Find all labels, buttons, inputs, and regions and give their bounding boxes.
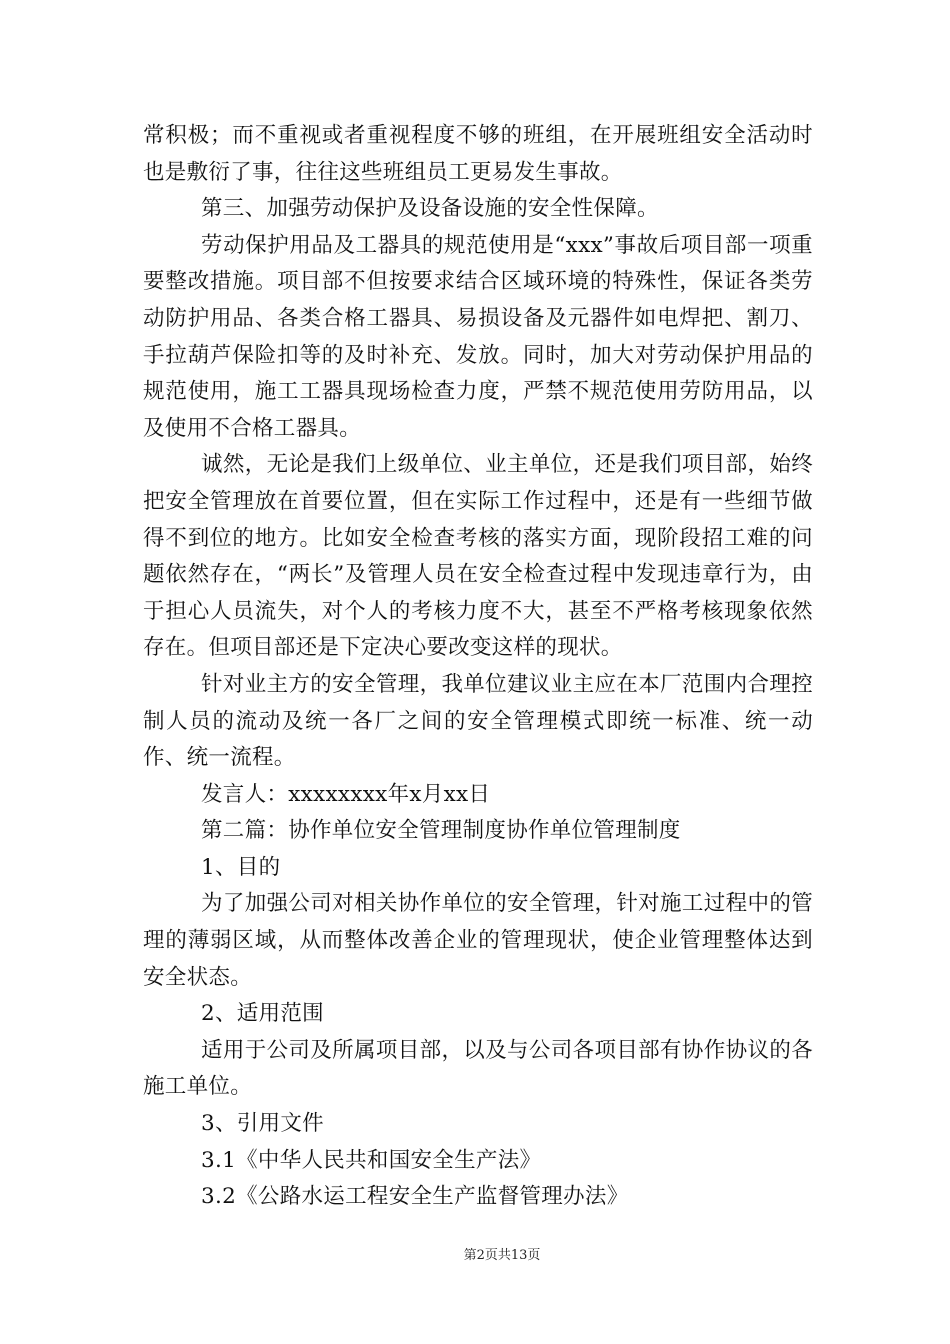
reference-item-1: 3.1《中华人民共和国安全生产法》 — [201, 1147, 542, 1173]
page-number-label: 第2页共13页 — [463, 1248, 541, 1263]
heading-scope: 2、适用范围 — [201, 1001, 324, 1027]
page-footer — [0, 1244, 950, 1263]
paragraph-owner-suggestion: 针对业主方的安全管理，我单位建议业主应在本厂范围内合理控制人员的流动及统一各厂之间的安全管理模式即统一标准、统一动作、统一流程。 — [143, 671, 813, 771]
paragraph-continuation: 常积极；而不重视或者重视程度不够的班组，在开展班组安全活动时也是敷衍了事，往往这些班组员工更易发生事故。 — [143, 123, 813, 185]
paragraph-speaker-date: 发言人：xxxxxxxx年x月xx日 — [201, 781, 491, 807]
heading-references: 3、引用文件 — [201, 1111, 324, 1137]
paragraph-scope: 适用于公司及所属项目部，以及与公司各项目部有协作协议的各施工单位。 — [143, 1037, 813, 1100]
paragraph-purpose: 为了加强公司对相关协作单位的安全管理，针对施工过程中的管理的薄弱区域，从而整体改善企业的管理现状，使企业管理整体达到安全状态。 — [143, 891, 813, 990]
paragraph-section-three-heading: 第三、加强劳动保护及设备设施的安全性保障。 — [201, 196, 659, 222]
document-body — [143, 118, 813, 1216]
paragraph-shortcomings: 诚然，无论是我们上级单位、业主单位，还是我们项目部，始终把安全管理放在首要位置，但在实际工作过程中，还是有一些细节做得不到位的地方。比如安全检查考核的落实方面，现阶段招工难的问题依然存在，“两长”及管理人员在安全检查过程中发现违章行为，由于担心人员流失，对个人的考核力度不大，甚至不严格考核现象依然存在。但项目部还是下定决心要改变这样的现状。 — [143, 452, 813, 661]
heading-purpose: 1、目的 — [201, 854, 281, 880]
paragraph-protective-equipment: 劳动保护用品及工器具的规范使用是“xxx”事故后项目部一项重要整改措施。项目部不但按要求结合区域环境的特殊性，保证各类劳动防护用品、各类合格工器具、易损设备及元器件如电焊把、割刀、手拉葫芦保险扣等的及时补充、发放。同时，加大对劳动保护用品的规范使用，施工工器具现场检查力度，严禁不规范使用劳防用品，以及使用不合格工器具。 — [143, 232, 813, 441]
paragraph-second-article-title: 第二篇：协作单位安全管理制度协作单位管理制度 — [201, 818, 681, 844]
reference-item-2: 3.2《公路水运工程安全生产监督管理办法》 — [201, 1184, 629, 1210]
